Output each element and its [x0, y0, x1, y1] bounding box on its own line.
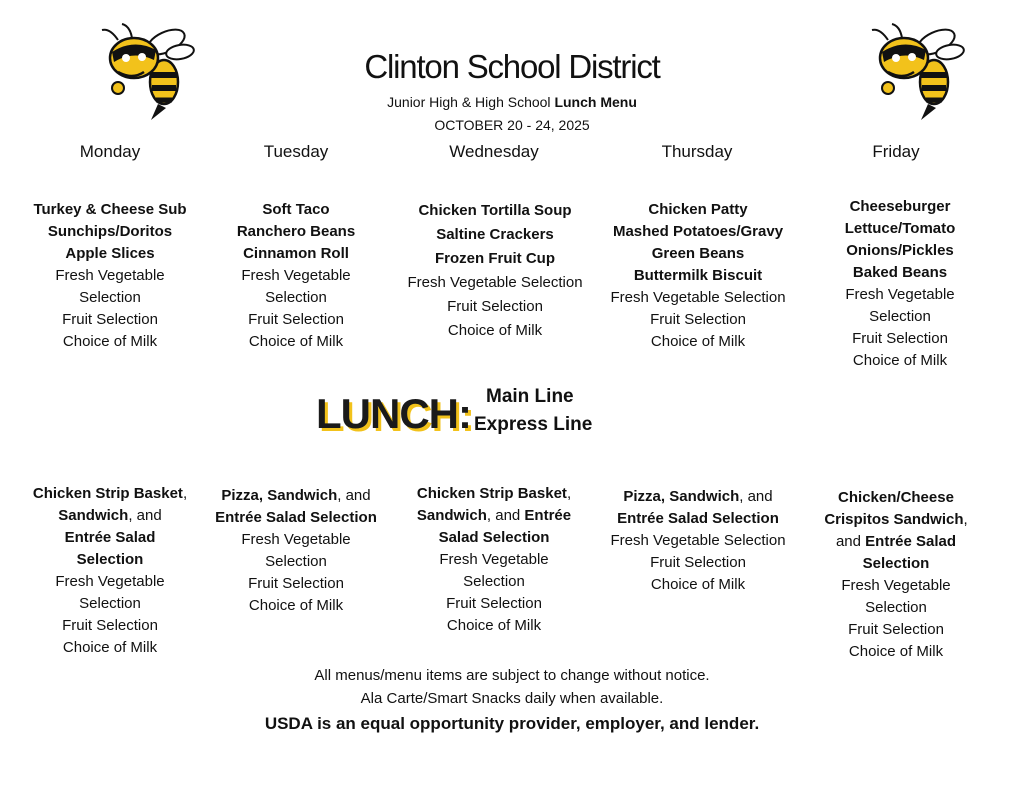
menu-item: Turkey & Cheese Sub [33, 201, 187, 218]
menu-item: Green Beans [651, 245, 745, 262]
main-menu-thursday [592, 199, 804, 353]
menu-item: Fresh Vegetable Selection [610, 289, 786, 306]
usda-statement: USDA is an equal opportunity provider, employer, and lender. [264, 714, 760, 733]
express-line-label: Express Line [474, 414, 593, 435]
menu-item: Fruit Selection [62, 311, 158, 328]
menu-text: , [182, 485, 188, 502]
day-header-friday: Friday [872, 142, 920, 161]
menu-subtitle [0, 94, 1024, 110]
menu-item: Sunchips/Doritos [47, 223, 173, 240]
main-menu-tuesday [196, 199, 396, 353]
menu-item: Chicken Tortilla Soup [418, 202, 572, 219]
express-menu-wednesday [394, 483, 594, 637]
main-menu-friday [800, 196, 1000, 372]
menu-item: Soft Taco [262, 201, 330, 218]
menu-item: Fresh Vegetable [55, 267, 165, 284]
menu-item: Selection [79, 595, 141, 612]
main-menu-wednesday [384, 199, 606, 343]
menu-item: Apple Slices [65, 245, 155, 262]
menu-item: Selection [869, 308, 931, 325]
express-menu-tuesday [191, 485, 401, 617]
menu-item: Fresh Vegetable [845, 286, 955, 303]
menu-item: Entrée Salad Selection [215, 509, 377, 526]
menu-item: Selection [463, 573, 525, 590]
main-menu-monday [10, 199, 210, 353]
menu-item: Fresh Vegetable [241, 267, 351, 284]
menu-item: Choice of Milk [248, 597, 344, 614]
subtitle-bold: Lunch Menu [554, 94, 637, 110]
express-menu-friday [796, 487, 996, 663]
menu-item: Fruit Selection [848, 621, 944, 638]
change-notice: All menus/menu items are subject to change without notice. [314, 667, 710, 684]
day-header-tuesday: Tuesday [263, 142, 329, 161]
menu-item: Fruit Selection [650, 311, 746, 328]
menu-item: Selection [865, 599, 927, 616]
menu-text: , [566, 485, 572, 502]
menu-item: Fruit Selection [852, 330, 948, 347]
main-line-label: Main Line [486, 386, 574, 407]
express-menu-monday [10, 483, 210, 659]
menu-item: Selection [862, 555, 930, 572]
menu-item: Sandwich [58, 507, 129, 524]
menu-item: Fresh Vegetable [241, 531, 351, 548]
menu-item: Salad Selection [438, 529, 550, 546]
menu-item: Mashed Potatoes/Gravy [612, 223, 784, 240]
menu-item: Choice of Milk [447, 322, 543, 339]
express-menu-thursday [592, 486, 804, 596]
menu-item: Fruit Selection [248, 575, 344, 592]
menu-text: and [835, 533, 866, 550]
menu-item: Fruit Selection [650, 554, 746, 571]
menu-item: Chicken Patty [648, 201, 748, 218]
lunch-banner-word: LUNCH: [316, 390, 471, 437]
menu-item: Chicken Strip Basket [416, 485, 567, 502]
menu-item: Fresh Vegetable Selection [610, 532, 786, 549]
menu-text: , [963, 511, 968, 528]
menu-item: Buttermilk Biscuit [633, 267, 763, 284]
menu-text: , and [128, 507, 162, 524]
menu-text: , and [337, 487, 371, 504]
menu-item: Choice of Milk [848, 643, 944, 660]
menu-item: Selection [76, 551, 144, 568]
day-header-wednesday: Wednesday [449, 142, 539, 161]
menu-item: Selection [79, 289, 141, 306]
menu-item: Crispitos Sandwich [824, 511, 964, 528]
menu-item: Fresh Vegetable [439, 551, 549, 568]
menu-item: Saltine Crackers [436, 226, 554, 243]
menu-item: Chicken Strip Basket [32, 485, 183, 502]
menu-item: Fruit Selection [447, 298, 543, 315]
menu-item: Pizza, Sandwich [221, 487, 338, 504]
menu-item: Onions/Pickles [846, 242, 954, 259]
menu-item: Choice of Milk [650, 333, 746, 350]
menu-item: Choice of Milk [650, 576, 746, 593]
menu-item: Choice of Milk [446, 617, 542, 634]
menu-text: , and [486, 507, 525, 524]
menu-item: Chicken/Cheese [838, 489, 954, 506]
ala-carte-note: Ala Carte/Smart Snacks daily when available. [360, 690, 664, 707]
menu-item: Lettuce/Tomato [844, 220, 956, 237]
menu-item: Choice of Milk [852, 352, 948, 369]
menu-item: Cinnamon Roll [243, 245, 349, 262]
menu-item: Ranchero Beans [236, 223, 356, 240]
menu-item: Choice of Milk [62, 639, 158, 656]
menu-item: Baked Beans [852, 264, 948, 281]
menu-item: Choice of Milk [248, 333, 344, 350]
menu-item: Fresh Vegetable [55, 573, 165, 590]
day-header-thursday: Thursday [661, 142, 733, 161]
menu-item: Entrée Salad Selection [617, 510, 779, 527]
menu-item: Fresh Vegetable [841, 577, 951, 594]
menu-item: Entrée Salad [865, 533, 957, 550]
day-header-monday: Monday [79, 142, 141, 161]
menu-item: Fruit Selection [248, 311, 344, 328]
menu-item: Entrée [524, 507, 572, 524]
menu-item: Fruit Selection [446, 595, 542, 612]
menu-text: , and [739, 488, 773, 505]
menu-item: Cheeseburger [849, 198, 951, 215]
menu-item: Entrée Salad [64, 529, 156, 546]
district-title: Clinton School District [364, 48, 660, 85]
menu-item: Fresh Vegetable Selection [407, 274, 583, 291]
menu-item: Frozen Fruit Cup [435, 250, 555, 267]
menu-item: Choice of Milk [62, 333, 158, 350]
subtitle-prefix: Junior High & High School [387, 94, 555, 110]
menu-item: Sandwich [416, 507, 487, 524]
menu-item: Selection [265, 289, 327, 306]
menu-item: Pizza, Sandwich [623, 488, 740, 505]
menu-dates: OCTOBER 20 - 24, 2025 [434, 117, 590, 133]
menu-item: Fruit Selection [62, 617, 158, 634]
menu-item: Selection [265, 553, 327, 570]
